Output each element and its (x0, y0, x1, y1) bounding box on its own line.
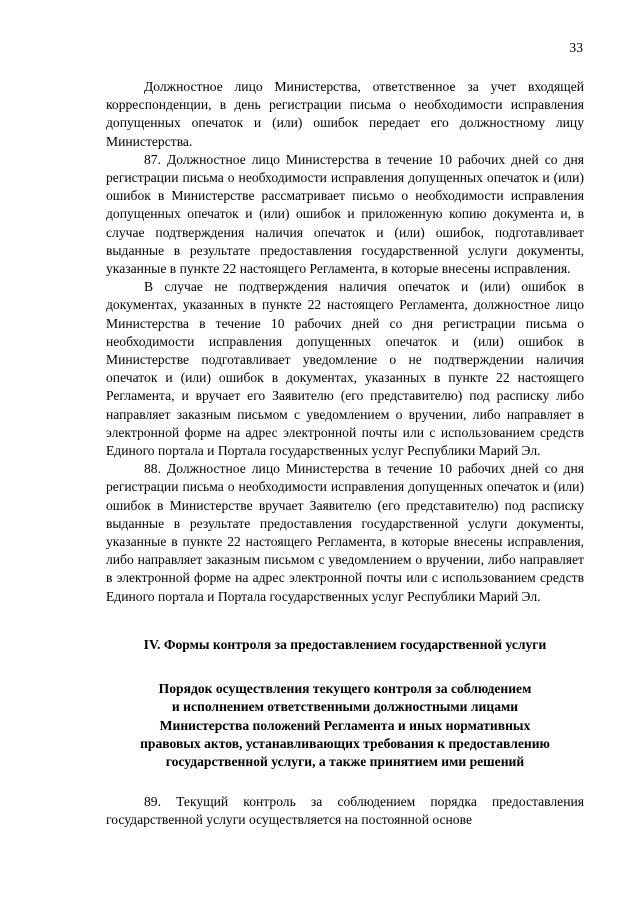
subsection-heading-line: Министерства положений Регламента и иных нормативных (159, 717, 531, 733)
document-body (106, 78, 584, 830)
subsection-heading (106, 680, 584, 771)
paragraph-not-confirmed: В случае не подтверждения наличия опечаток и (или) ошибок в документах, указанных в пункте 22 настоящего Регламента, должностное лицо Министерства в течение 10 рабочих дней со дня регистрации письма о необходимости исправления допущенных опечаток и (или) ошибок в Министерстве подготавливает уведомление о не подтверждении наличия опечаток и (или) ошибок в документах, указанных в пункте 22 настоящего Регламента, и вручает его Заявителю (его представителю) под расписку либо направляет заказным письмом с уведомлением о вручении, либо направляет в электронной форме на адрес электронной почты или с использованием средств Единого портала и Портала государственных услуг Республики Марий Эл. (106, 279, 584, 459)
subsection-heading-line: правовых актов, устанавливающих требования к предоставлению (140, 735, 550, 751)
page-number: 33 (569, 40, 583, 55)
section-heading-iv: IV. Формы контроля за предоставлением государственной услуги (143, 636, 547, 652)
paragraph-89: 89. Текущий контроль за соблюдением порядка предоставления государственной услуги осуществляется на постоянной основе (106, 794, 584, 828)
paragraph-88: 88. Должностное лицо Министерства в течение 10 рабочих дней со дня регистрации письма о необходимости исправления допущенных опечаток и (или) ошибок в Министерстве вручает Заявителю (его представителю) под расписку выданные в результате предоставления государственной услуги документы, указанные в пункте 22 настоящего Регламента, в которые внесены исправления, либо направляет заказным письмом с уведомлением о вручении, либо направляет в электронной форме на адрес электронной почты или с использованием средств Единого портала и Портала государственных услуг Республики Марий Эл. (106, 461, 584, 604)
subsection-heading-line: Порядок осуществления текущего контроля за соблюдением (158, 681, 532, 697)
paragraph-incoming-correspondence: Должностное лицо Министерства, ответственное за учет входящей корреспонденции, в день регистрации письма о необходимости исправления допущенных опечаток и (или) ошибок передает его должностному лицу Министерства. (106, 79, 584, 149)
subsection-heading-line: и исполнением ответственными должностными лицами (171, 699, 519, 715)
paragraph-87: 87. Должностное лицо Министерства в течение 10 рабочих дней со дня регистрации письма о необходимости исправления допущенных опечаток и (или) ошибок в Министерстве рассматривает письмо о необходимости исправления допущенных опечаток и (или) ошибок и приложенную копию документа и, в случае подтверждения наличия опечаток и (или) ошибок, подготавливает выданные в результате предоставления государственной услуги документы, указанные в пункте 22 настоящего Регламента, в которые внесены исправления. (106, 151, 584, 277)
subsection-heading-line: государственной услуги, а также принятием ими решений (165, 753, 525, 769)
